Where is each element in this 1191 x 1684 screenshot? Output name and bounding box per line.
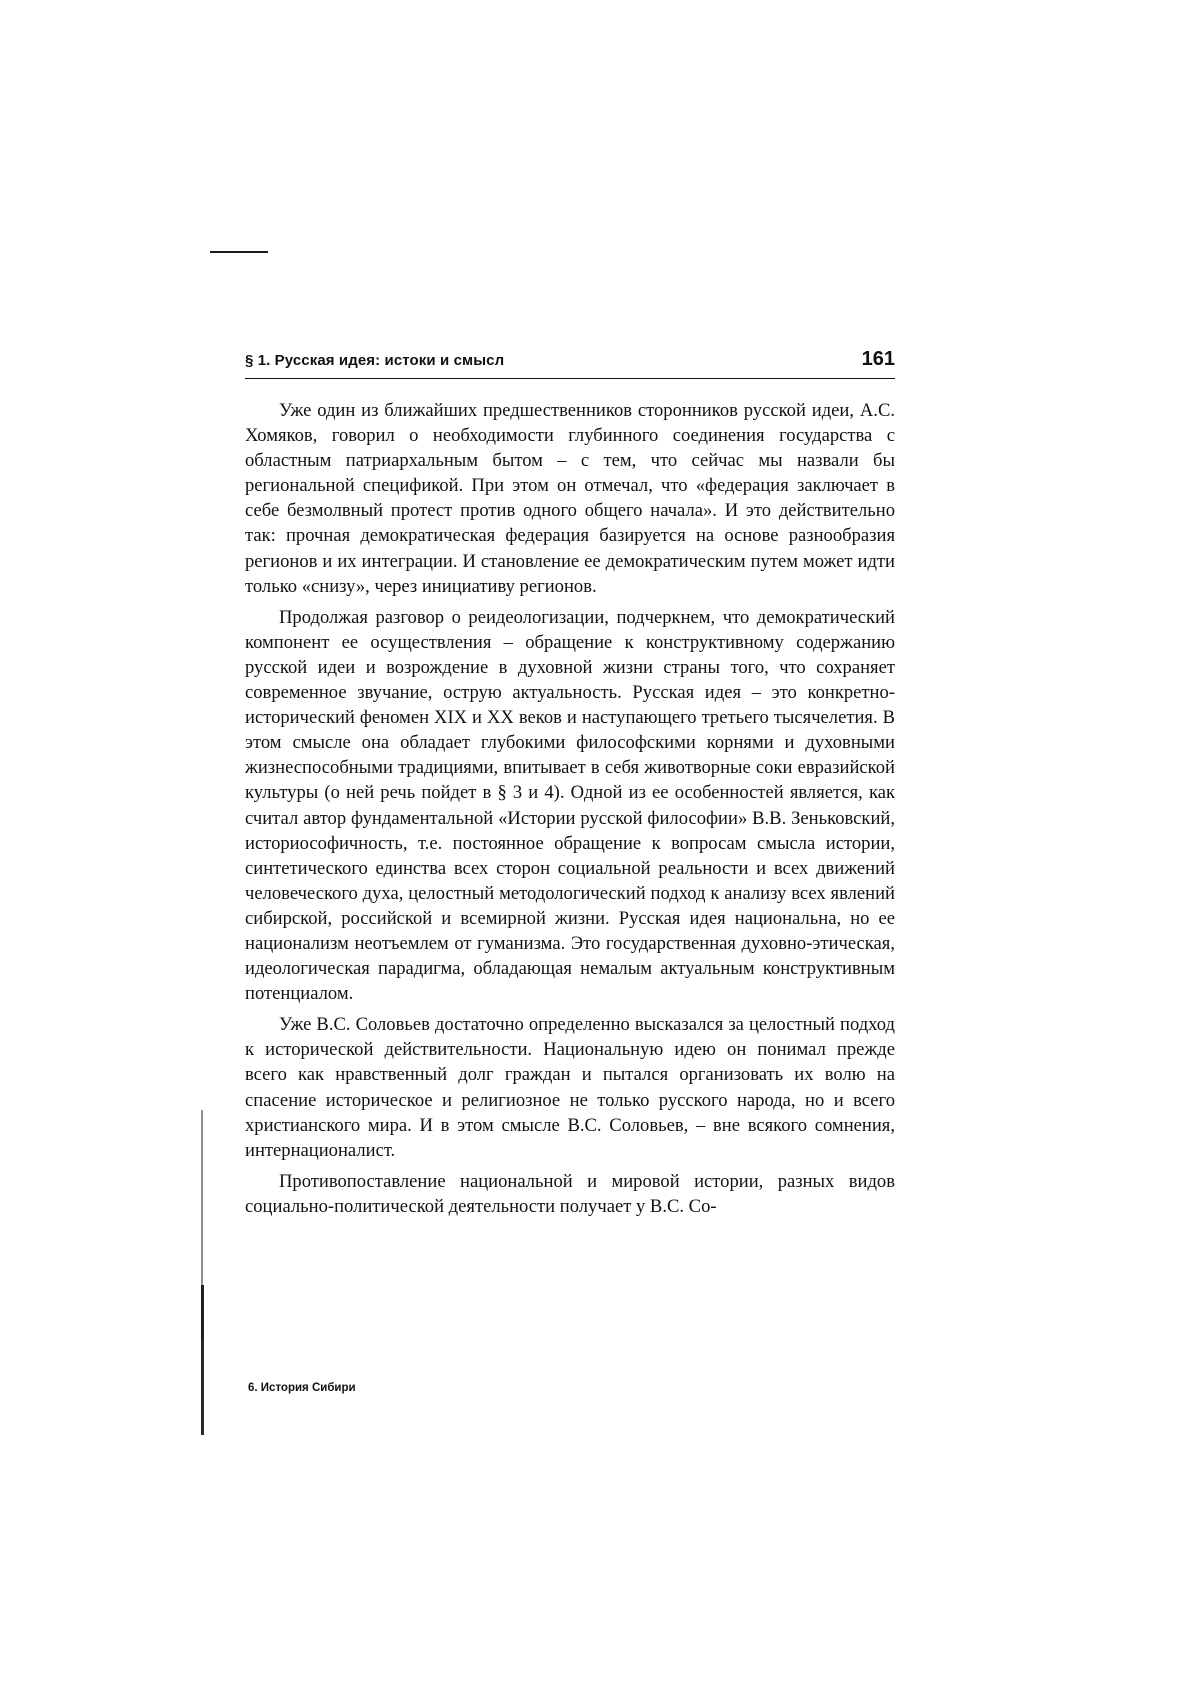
running-header (245, 348, 895, 379)
section-title: § 1. Русская идея: истоки и смысл (245, 352, 505, 369)
body-text (245, 398, 895, 1219)
paragraph-1: Уже один из ближайших предшественников сторонников русской идеи, А.С. Хомяков, говорил о необходимости глубинного соединения государства с областным патриархальным бытом – с тем, что сейчас мы назвали бы региональной спецификой. При этом он отмечал, что «федерация заключает в себе безмолвный протест против одного общего начала». И это действительно так: прочная демократическая федерация базируется на основе разнообразия регионов и их интеграции. И становление ее демократическим путем может идти только «снизу», через инициативу регионов. (245, 400, 895, 597)
page-edge-mark (210, 251, 268, 253)
paragraph-2: Продолжая разговор о реидеологизации, подчеркнем, что демократический компонент ее осуществления – обращение к конструктивному содержанию русской идеи и возрождение в духовной жизни страны того, что сохраняет современное звучание, острую актуальность. Русская идея – это конкретно-исторический феномен XIX и XX веков и наступающего третьего тысячелетия. В этом смысле она обладает глубокими философскими корнями и духовными жизнеспособными традициями, впитывает в себя животворные соки евразийской культуры (о ней речь пойдет в § 3 и 4). Одной из ее особенностей является, как считал автор фундаментальной «Истории русской философии» В.В. Зеньковский, историософичность, т.е. постоянное обращение к вопросам смысла истории, синтетического единства всех сторон социальной реальности и всех движений человеческого духа, целостный методологический подход к анализу всех явлений сибирской, российской и всемирной жизни. Русская идея национальна, но ее национализм неотъемлем от гуманизма. Это государственная духовно-этическая, идеологическая парадигма, обладающая немалым актуальным конструктивным потенциалом. (245, 606, 895, 1005)
printer-signature: 6. История Сибири (248, 1382, 356, 1394)
paragraph-4: Противопоставление национальной и мировой истории, разных видов социально-политической деятельности получает у В.С. Со- (245, 1170, 895, 1217)
binding-shadow-dark (201, 1285, 204, 1435)
paragraph-3: Уже В.С. Соловьев достаточно определенно высказался за целостный подход к исторической действительности. Национальную идею он понимал прежде всего как нравственный долг граждан и пытался организовать их волю на спасение историческое и религиозное не только русского народа, но и всего христианского мира. И в этом смысле В.С. Соловьев, – вне всякого сомнения, интернационалист. (245, 1014, 895, 1161)
page-number: 161 (861, 348, 895, 370)
